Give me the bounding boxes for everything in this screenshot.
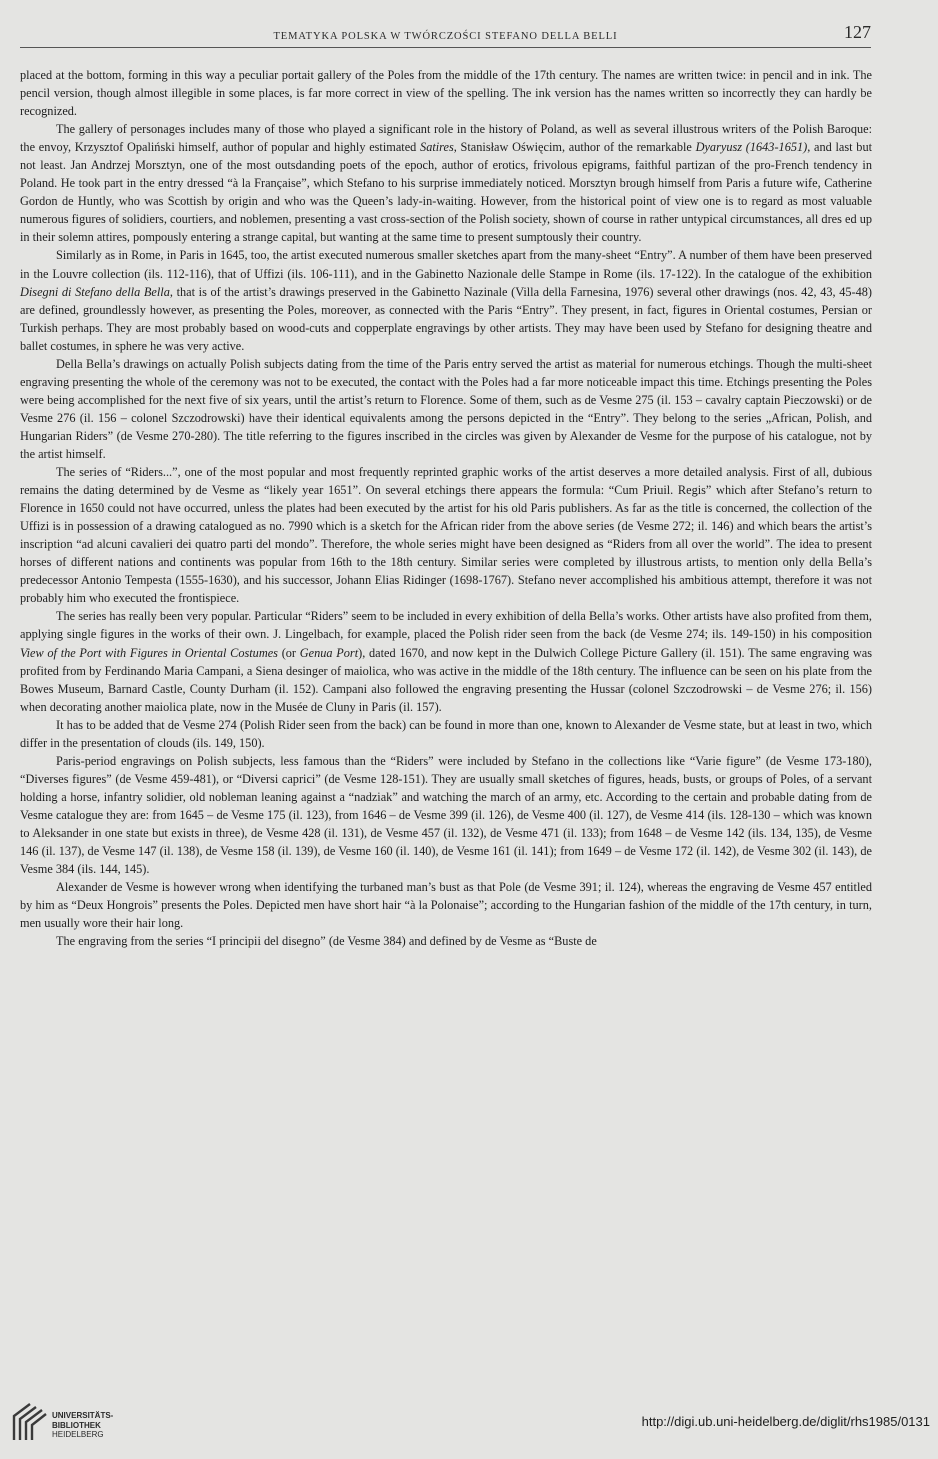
- title-satires: Satires: [420, 140, 454, 155]
- paragraph-5: The series of “Riders...”, one of the most popular and most frequently reprinted graphic works of the artist deserves a more detailed analysis. First of all, dubious remains the dating determined by de Vesme as “likely year 1651”. On several etchings there appears the formula: “Cum Priuil. Regis” which after Stefano’s return to Florence in 1650 could not have occurred, unless the plates had been executed by the artist for his old Paris publishers. As far as the title is concerned, the collection of the Uffizi is in possession of a drawing catalogued as no. 7990 which is a sketch for the African rider from the above series (de Vesme 272; il. 146) and which bears the artist’s inscription “ad alcuni cavalieri dei quatro parti del mondo”. Therefore, the whole series might have been designed as “Riders from all over the world”. The idea to present horses of different nations and continents was popular from 16th to the 18th century. Similar series were completed by illustrous artists, to mention only della Bella’s predecessor Antonio Tempesta (1555-1630), and his successor, Johann Elias Ridinger (1698-1767). Stefano never accomplished his ambitious attempt, therefore it was not probably him who executed the frontispiece.: [20, 465, 872, 606]
- paragraph-6: The series has really been very popular. Particular “Riders” seem to be included in every exhibition of della Bella’s works. Other artists have also profited from them, applying single figures in the works of their own. J. Lingelbach, for example, placed the Polish rider seen from the back (de Vesme 274; ils. 149-150) in his composition View of the Port with Figures in Oriental Costumes (or Genua Port), dated 1670, and now kept in the Dulwich College Picture Gallery (il. 151). The same engraving was profited from by Ferdinando Maria Campani, a Siena desinger of maiolica, who was active in the middle of the 18th century. The influence can be seen on his plate from the Bowes Museum, Barnard Castle, County Durham (il. 152). Campani also followed the engraving presenting the Hussar (colonel Szczodrowski – de Vesme 276; il. 156) when decorating another maiolica plate, now in the Musée de Cluny in Paris (il. 157).: [20, 609, 872, 714]
- paragraph-3: Similarly as in Rome, in Paris in 1645, too, the artist executed numerous smaller sketches apart from the many-sheet “Entry”. A number of them have been preserved in the Louvre collection (ils. 112-116), that of Uffizi (ils. 106-111), and in the Gabinetto Nazionale delle Stampe in Rome (ils. 17-122). In the catalogue of the exhibition Disegni di Stefano della Bella, that is of the artist’s drawings preserved in the Gabinetto Nazinale (Villa della Farnesina, 1976) several other drawings (nos. 42, 43, 45-48) are defined, groundlessly however, as presenting the Poles, moreover, as connected with the Paris “Entry”. They present, in fact, figures in Oriental costumes, Persian or Turkish perhaps. They are most probably based on wood-cuts and copperplate engravings by other artists. They may have been used by Stefano for designing theatre and ballet costumes, in sphere he was very active.: [20, 248, 872, 353]
- title-genua-port: Genua Port: [299, 645, 359, 660]
- title-disegni: Disegni di Stefano della Bella: [20, 284, 170, 299]
- title-dyaryusz: Dyaryusz (1643-1651): [695, 140, 808, 155]
- logo-line-2: BIBLIOTHEK: [52, 1420, 101, 1430]
- paragraph-2: The gallery of personages includes many of those who played a significant role in the history of Poland, as well as several illustrous writers of the Polish Baroque: the envoy, Krzysztof Opaliński himself, author of popular and highly estimated Satires, Stanisław Oświęcim, author of the remarkable Dyaryusz (1643-1651), and last but not least. Jan Andrzej Morsztyn, one of the most outsdanding poets of the epoch, author of erotics, frivolous epigrams, faithful partizan of the pro-French tendency in Poland. He took part in the entry dressed “à la Française”, which Stefano to his surprise immediately noticed. Morsztyn brough himself from Paris a future wife, Catherine Gordon de Huntly, who was Scottish by origin and who was the Queen’s lady-in-waiting. However, from the historical point of view one is to regard as most valuable numerous figures of solidiers, courtiers, and noblemen, presenting a vast cross-section of the Polish society, shown of course in rather untypical circumstances, all dres ed up in their solemn attires, pompously entering a strange capital, but wanting at the same time to present sumptously their country.: [20, 122, 873, 245]
- paragraph-9: Alexander de Vesme is however wrong when identifying the turbaned man’s bust as that Pole (de Vesme 391; il. 124), whereas the engraving de Vesme 457 entitled by him as “Deux Hongrois” presents the Poles. Depicted men have short hair “à la Polonaise”; according to the Hungarian fashion of the middle of the 17th century, in turn, men usually wore their hair long.: [20, 880, 872, 931]
- title-view-of-port: View of the Port with Figures in Oriental Costumes: [20, 645, 278, 660]
- paragraph-4: Della Bella’s drawings on actually Polish subjects dating from the time of the Paris entry served the artist as material for numerous etchings. Though the multi-sheet engraving presenting the whole of the ceremony was not to be executed, the contact with the Poles had a far more noticeable impact this time. Etchings presenting the Poles were being accomplished for the next five of six years, until the artist’s return to Florence. Some of them, such as de Vesme 275 (il. 153 – cavalry captain Pieczowski) or de Vesme 276 (il. 156 – colonel Szczodrowski) have their identical equivalents among the persons depicted in the “Entry”. They belong to the series „African, Polish, and Hungarian Riders” (de Vesme 270-280). The title referring to the figures inscribed in the circles was given by Alexander de Vesme for the purpose of his catalogue, not by the artist himself.: [20, 356, 872, 461]
- library-logo-icon: [8, 1400, 48, 1444]
- library-logo: [8, 1400, 158, 1444]
- logo-line-1: UNIVERSITÄTS-: [52, 1411, 114, 1420]
- paragraph-7: It has to be added that de Vesme 274 (Polish Rider seen from the back) can be found in more than one, known to Alexander de Vesme state, but at least in two, which differ in the presentation of clouds (ils. 149, 150).: [20, 717, 872, 750]
- article-body: [20, 66, 872, 950]
- paragraph-1: placed at the bottom, forming in this way a peculiar portait gallery of the Poles from the middle of the 17th century. The names are written twice: in pencil and in ink. The pencil version, though almost illegible in some places, is far more correct in view of the spelling. The ink version has the names written so incorrectly they can hardly be recognized.: [20, 68, 872, 119]
- page-header: [20, 22, 871, 48]
- running-title: TEMATYKA POLSKA W TWÓRCZOŚCI STEFANO DELLA BELLI: [273, 31, 618, 42]
- logo-line-3: HEIDELBERG: [52, 1430, 104, 1439]
- paragraph-8: Paris-period engravings on Polish subjects, less famous than the “Riders” were included by Stefano in the collections like “Varie figure” (de Vesme 173-180), “Diverses figures” (de Vesme 459-481), or “Diversi caprici” (de Vesme 128-151). They are usually small sketches of figures, heads, busts, or groups of Poles, of a servant holding a horse, infantry solidier, old nobleman leaning against a “nadziak” and watching the march of an army, etc. According to the certain and probable dating from de Vesme catalogue they are: from 1645 – de Vesme 175 (il. 123), from 1646 – de Vesme 399 (il. 126), de Vesme 400 (il. 127), de Vesme 414 (ils. 128-130 – which was known to Aleksander in one state but exists in three), de Vesme 428 (il. 131), de Vesme 457 (il. 132), de Vesme 471 (il. 133); from 1648 – de Vesme 142 (ils. 134, 135), de Vesme 146 (il. 137), de Vesme 147 (il. 138), de Vesme 158 (il. 139), de Vesme 160 (il. 140), de Vesme 161 (il. 141); from 1649 – de Vesme 172 (il. 142), de Vesme 302 (il. 143), de Vesme 384 (ils. 144, 145).: [20, 753, 872, 877]
- header-rule: [20, 47, 871, 48]
- page-number: 127: [844, 22, 871, 42]
- paragraph-10: The engraving from the series “I principii del disegno” (de Vesme 384) and defined by de Vesme as “Buste de: [56, 934, 597, 949]
- source-url-link[interactable]: http://digi.ub.uni-heidelberg.de/diglit/rhs1985/0131: [641, 1414, 930, 1429]
